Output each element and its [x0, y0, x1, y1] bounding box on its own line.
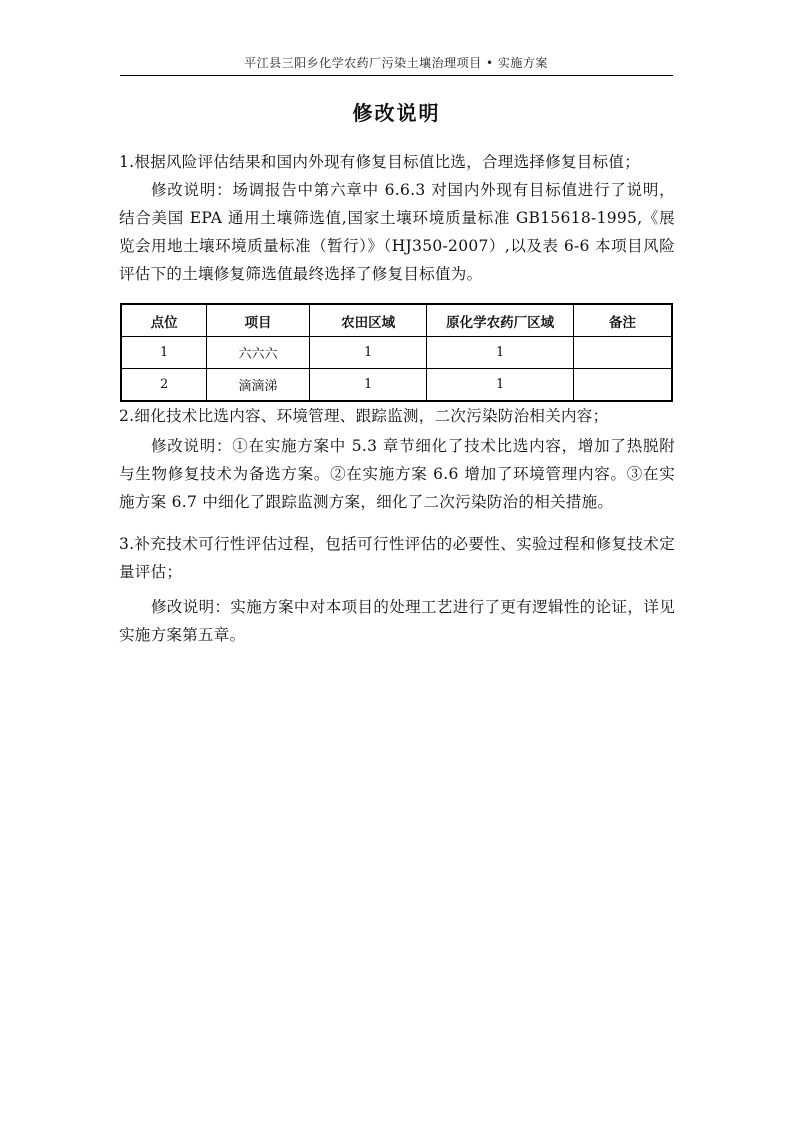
cell-remarks: [573, 337, 672, 369]
header-remarks: 备注: [573, 304, 672, 337]
requirement-1: 1.根据风险评估结果和国内外现有修复目标值比选，合理选择修复目标值；: [119, 153, 640, 171]
cell-item: 滴滴涕: [207, 369, 310, 402]
cell-farmland: 1: [309, 337, 427, 369]
cell-point: 2: [121, 369, 207, 402]
cell-item: 六六六: [207, 337, 310, 369]
table-row: [121, 337, 672, 369]
header-farmland: 农田区域: [309, 304, 427, 337]
header-point: 点位: [121, 304, 207, 337]
cell-point: 1: [121, 337, 207, 369]
cell-remarks: [573, 369, 672, 402]
revision-note-3: 修改说明：实施方案中对本项目的处理工艺进行了更有逻辑性的论证，详见实施方案第五章。: [119, 598, 675, 644]
header-factory-area: 原化学农药厂区域: [427, 304, 573, 337]
cell-factory-area: 1: [427, 337, 573, 369]
header-rule: [120, 75, 673, 76]
revision-note-2: 修改说明：①在实施方案中 5.3 章节细化了技术比选内容，增加了热脱附与生物修复技术为备选方案。②在实施方案 6.6 增加了环境管理内容。③在实施方案 6.7 中细化了跟踪监测方案，细化了二次污染防治的相关措施。: [119, 437, 675, 511]
remediation-target-table: [120, 303, 673, 402]
requirement-2: 2.细化技术比选内容、环境管理、跟踪监测，二次污染防治相关内容；: [119, 407, 609, 425]
table-header-row: [121, 304, 672, 337]
cell-farmland: 1: [309, 369, 427, 402]
revision-note-1: 修改说明：场调报告中第六章中 6.6.3 对国内外现有目标值进行了说明，结合美国 EPA 通用土壤筛选值,国家土壤环境质量标准 GB15618-1995,《展览会用地土壤环境质量标准（暂行）》（HJ350-2007）,以及表 6-6 本项目风险评估下的土壤修复筛选值最终选择了修复目标值为。: [119, 181, 675, 283]
header-item: 项目: [207, 304, 310, 337]
document-title: 修改说明: [352, 101, 441, 125]
cell-factory-area: 1: [427, 369, 573, 402]
table-row: [121, 369, 672, 402]
running-header: 平江县三阳乡化学农药厂污染土壤治理项目 • 实施方案: [244, 56, 548, 70]
requirement-3: 3.补充技术可行性评估过程，包括可行性评估的必要性、实验过程和修复技术定量评估；: [119, 535, 675, 581]
